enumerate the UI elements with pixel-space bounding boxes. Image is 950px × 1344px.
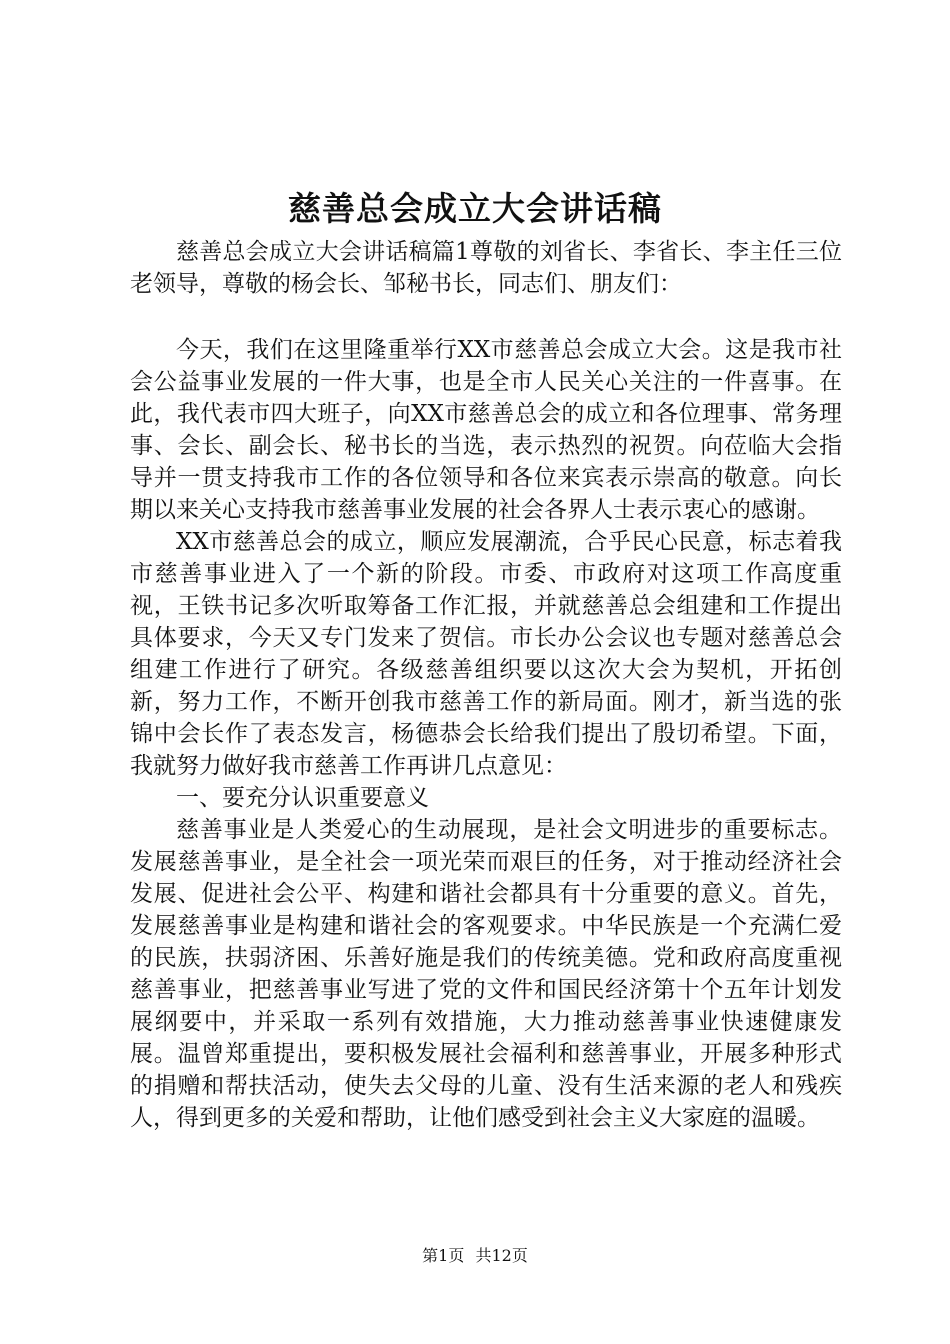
page-number: 第1页 bbox=[422, 1246, 465, 1265]
section-heading: 一、要充分认识重要意义 bbox=[176, 785, 429, 811]
paragraph-salutation: 慈善总会成立大会讲话稿篇1尊敬的刘省长、李省长、李主任三位老领导，尊敬的杨会长、邹秘书长，同志们、朋友们： bbox=[130, 239, 842, 297]
paragraph-significance: XX市慈善总会的成立，顺应发展潮流，合乎民心民意，标志着我市慈善事业进入了一个新的阶段。市委、市政府对这项工作高度重视，王铁书记多次听取筹备工作汇报，并就慈善总会组建和工作提出具体要求，今天又专门发来了贺信。市长办公会议也专题对慈善总会组建工作进行了研究。各级慈善组织要以这次大会为契机，开拓创新，努力工作，不断开创我市慈善工作的新局面。刚才，新当选的张锦中会长作了表态发言，杨德恭会长给我们提出了殷切希望。下面，我就努力做好我市慈善工作再讲几点意见： bbox=[130, 529, 842, 779]
page-footer bbox=[0, 1243, 950, 1266]
paragraph-opening: 今天，我们在这里隆重举行XX市慈善总会成立大会。这是我市社会公益事业发展的一件大事，也是全市人民关心关注的一件喜事。在此，我代表市四大班子，向XX市慈善总会的成立和各位理事、常务理事、会长、副会长、秘书长的当选，表示热烈的祝贺。向莅临大会指导并一贯支持我市工作的各位领导和各位来宾表示崇高的敬意。向长期以来关心支持我市慈善事业发展的社会各界人士表示衷心的感谢。 bbox=[130, 337, 842, 523]
page-total: 共12页 bbox=[475, 1246, 528, 1265]
document-body bbox=[130, 236, 842, 1134]
document-title: 慈善总会成立大会讲话稿 bbox=[288, 189, 662, 228]
paragraph-section-one: 慈善事业是人类爱心的生动展现，是社会文明进步的重要标志。发展慈善事业，是全社会一项光荣而艰巨的任务，对于推动经济社会发展、促进社会公平、构建和谐社会都具有十分重要的意义。首先，发展慈善事业是构建和谐社会的客观要求。中华民族是一个充满仁爱的民族，扶弱济困、乐善好施是我们的传统美德。党和政府高度重视慈善事业，把慈善事业写进了党的文件和国民经济第十个五年计划发展纲要中，并采取一系列有效措施，大力推动慈善事业快速健康发展。温曾郑重提出，要积极发展社会福利和慈善事业，开展多种形式的捐赠和帮扶活动，使失去父母的儿童、没有生活来源的老人和残疾人，得到更多的关爱和帮助，让他们感受到社会主义大家庭的温暖。 bbox=[130, 817, 842, 1131]
